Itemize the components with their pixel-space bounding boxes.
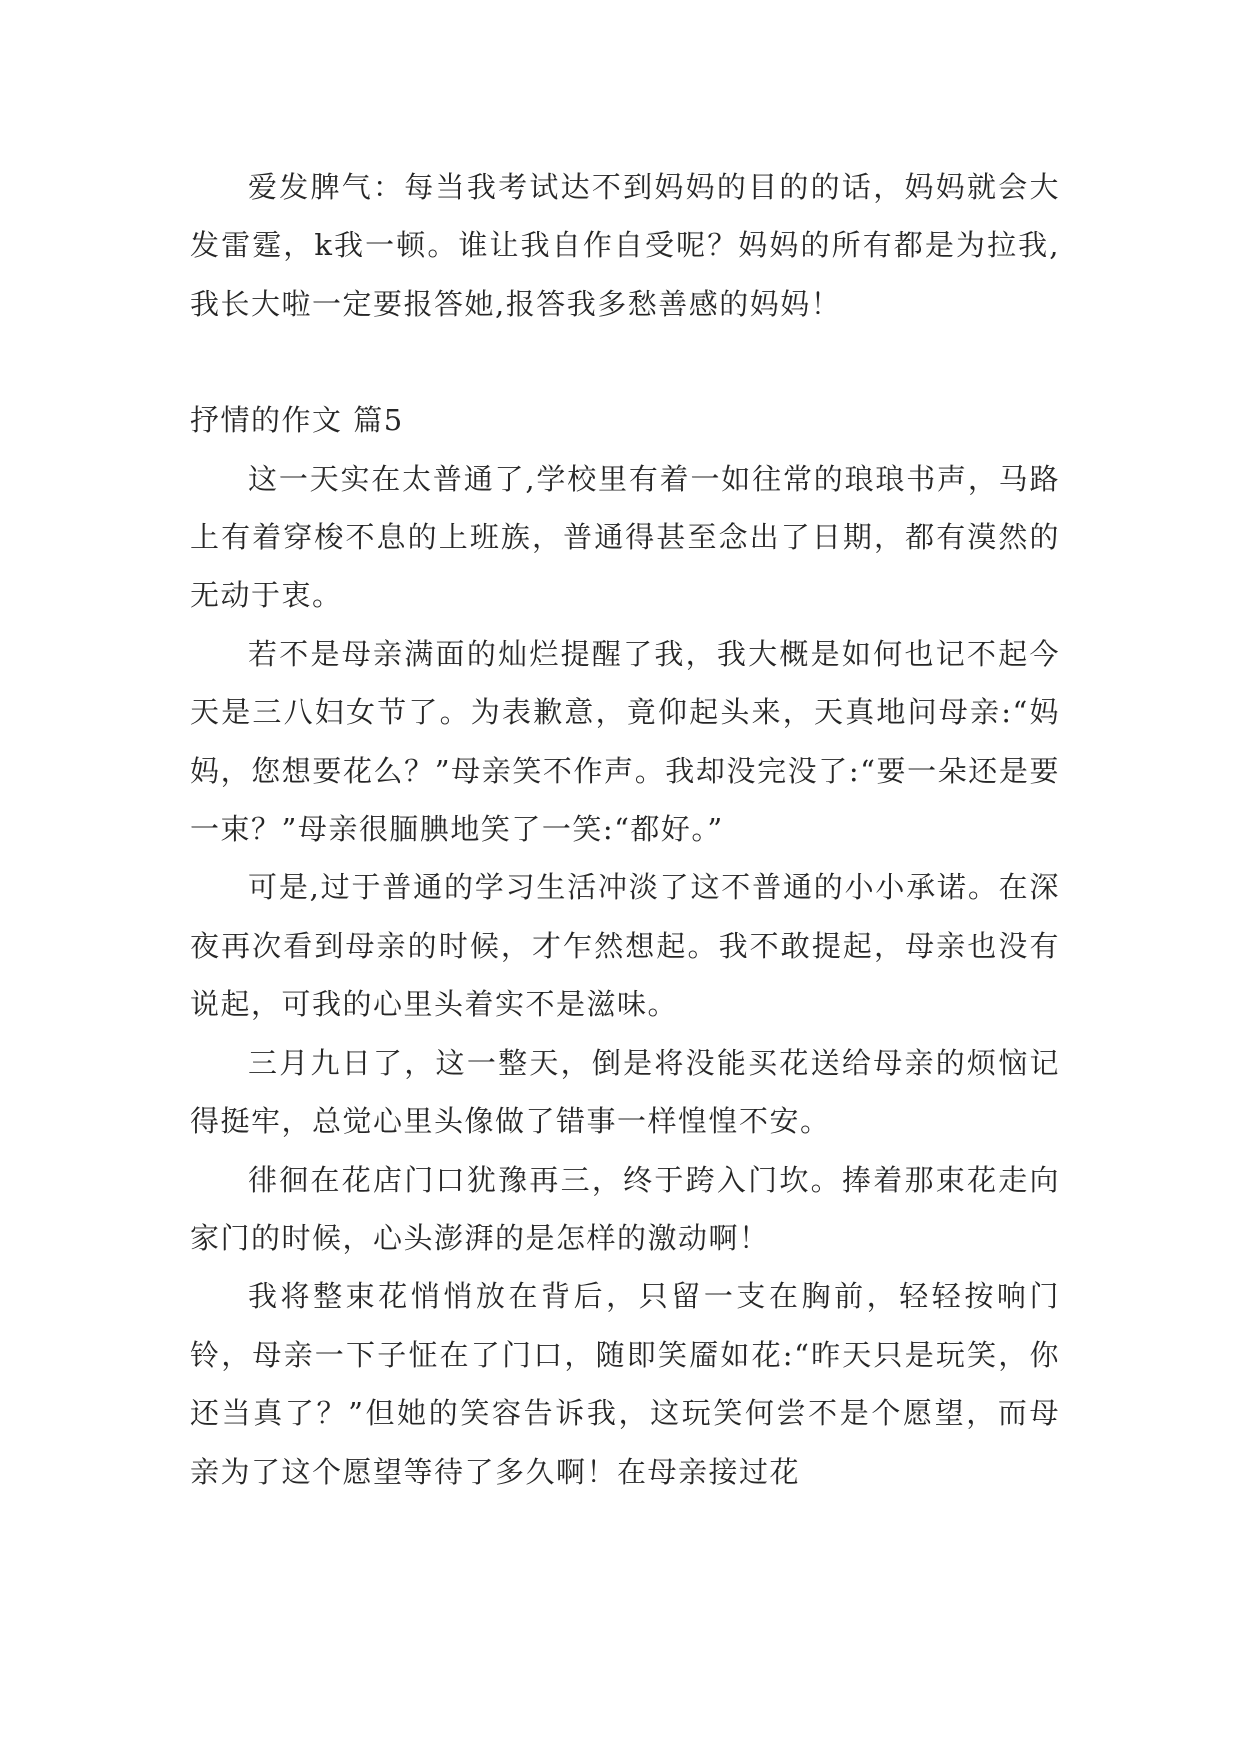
document-body: [190, 158, 1060, 1501]
paragraph: 我将整束花悄悄放在背后，只留一支在胸前，轻轻按响门铃，母亲一下子怔在了门口，随即笑靥如花:“昨天只是玩笑，你还当真了？”但她的笑容告诉我，这玩笑何尝不是个愿望，而母亲为了这个愿望等待了多久啊！在母亲接过花: [190, 1279, 1060, 1489]
paragraph: 若不是母亲满面的灿烂提醒了我，我大概是如何也记不起今天是三八妇女节了。为表歉意，竟仰起头来，天真地问母亲:“妈妈，您想要花么？”母亲笑不作声。我却没完没了:“要一朵还是要一束？”母亲很腼腆地笑了一笑:“都好。”: [190, 636, 1060, 847]
paragraph: 这一天实在太普通了,学校里有着一如往常的琅琅书声，马路上有着穿梭不息的上班族，普通得甚至念出了日期，都有漠然的无动于衷。: [190, 461, 1060, 613]
paragraph: 徘徊在花店门口犹豫再三，终于跨入门坎。捧着那束花走向家门的时候，心头澎湃的是怎样的激动啊！: [190, 1162, 1060, 1255]
paragraph-intro: 爱发脾气：每当我考试达不到妈妈的目的的话，妈妈就会大发雷霆，k我一顿。谁让我自作自受呢？妈妈的所有都是为拉我,我长大啦一定要报答她,报答我多愁善感的妈妈！: [190, 170, 1060, 321]
section-heading: 抒情的作文 篇5: [190, 403, 404, 438]
paragraph: 三月九日了，这一整天，倒是将没能买花送给母亲的烦恼记得挺牢，总觉心里头像做了错事一样惶惶不安。: [190, 1045, 1060, 1139]
paragraph: 可是,过于普通的学习生活冲淡了这不普通的小小承诺。在深夜再次看到母亲的时候，才乍然想起。我不敢提起，母亲也没有说起，可我的心里头着实不是滋味。: [190, 870, 1060, 1022]
